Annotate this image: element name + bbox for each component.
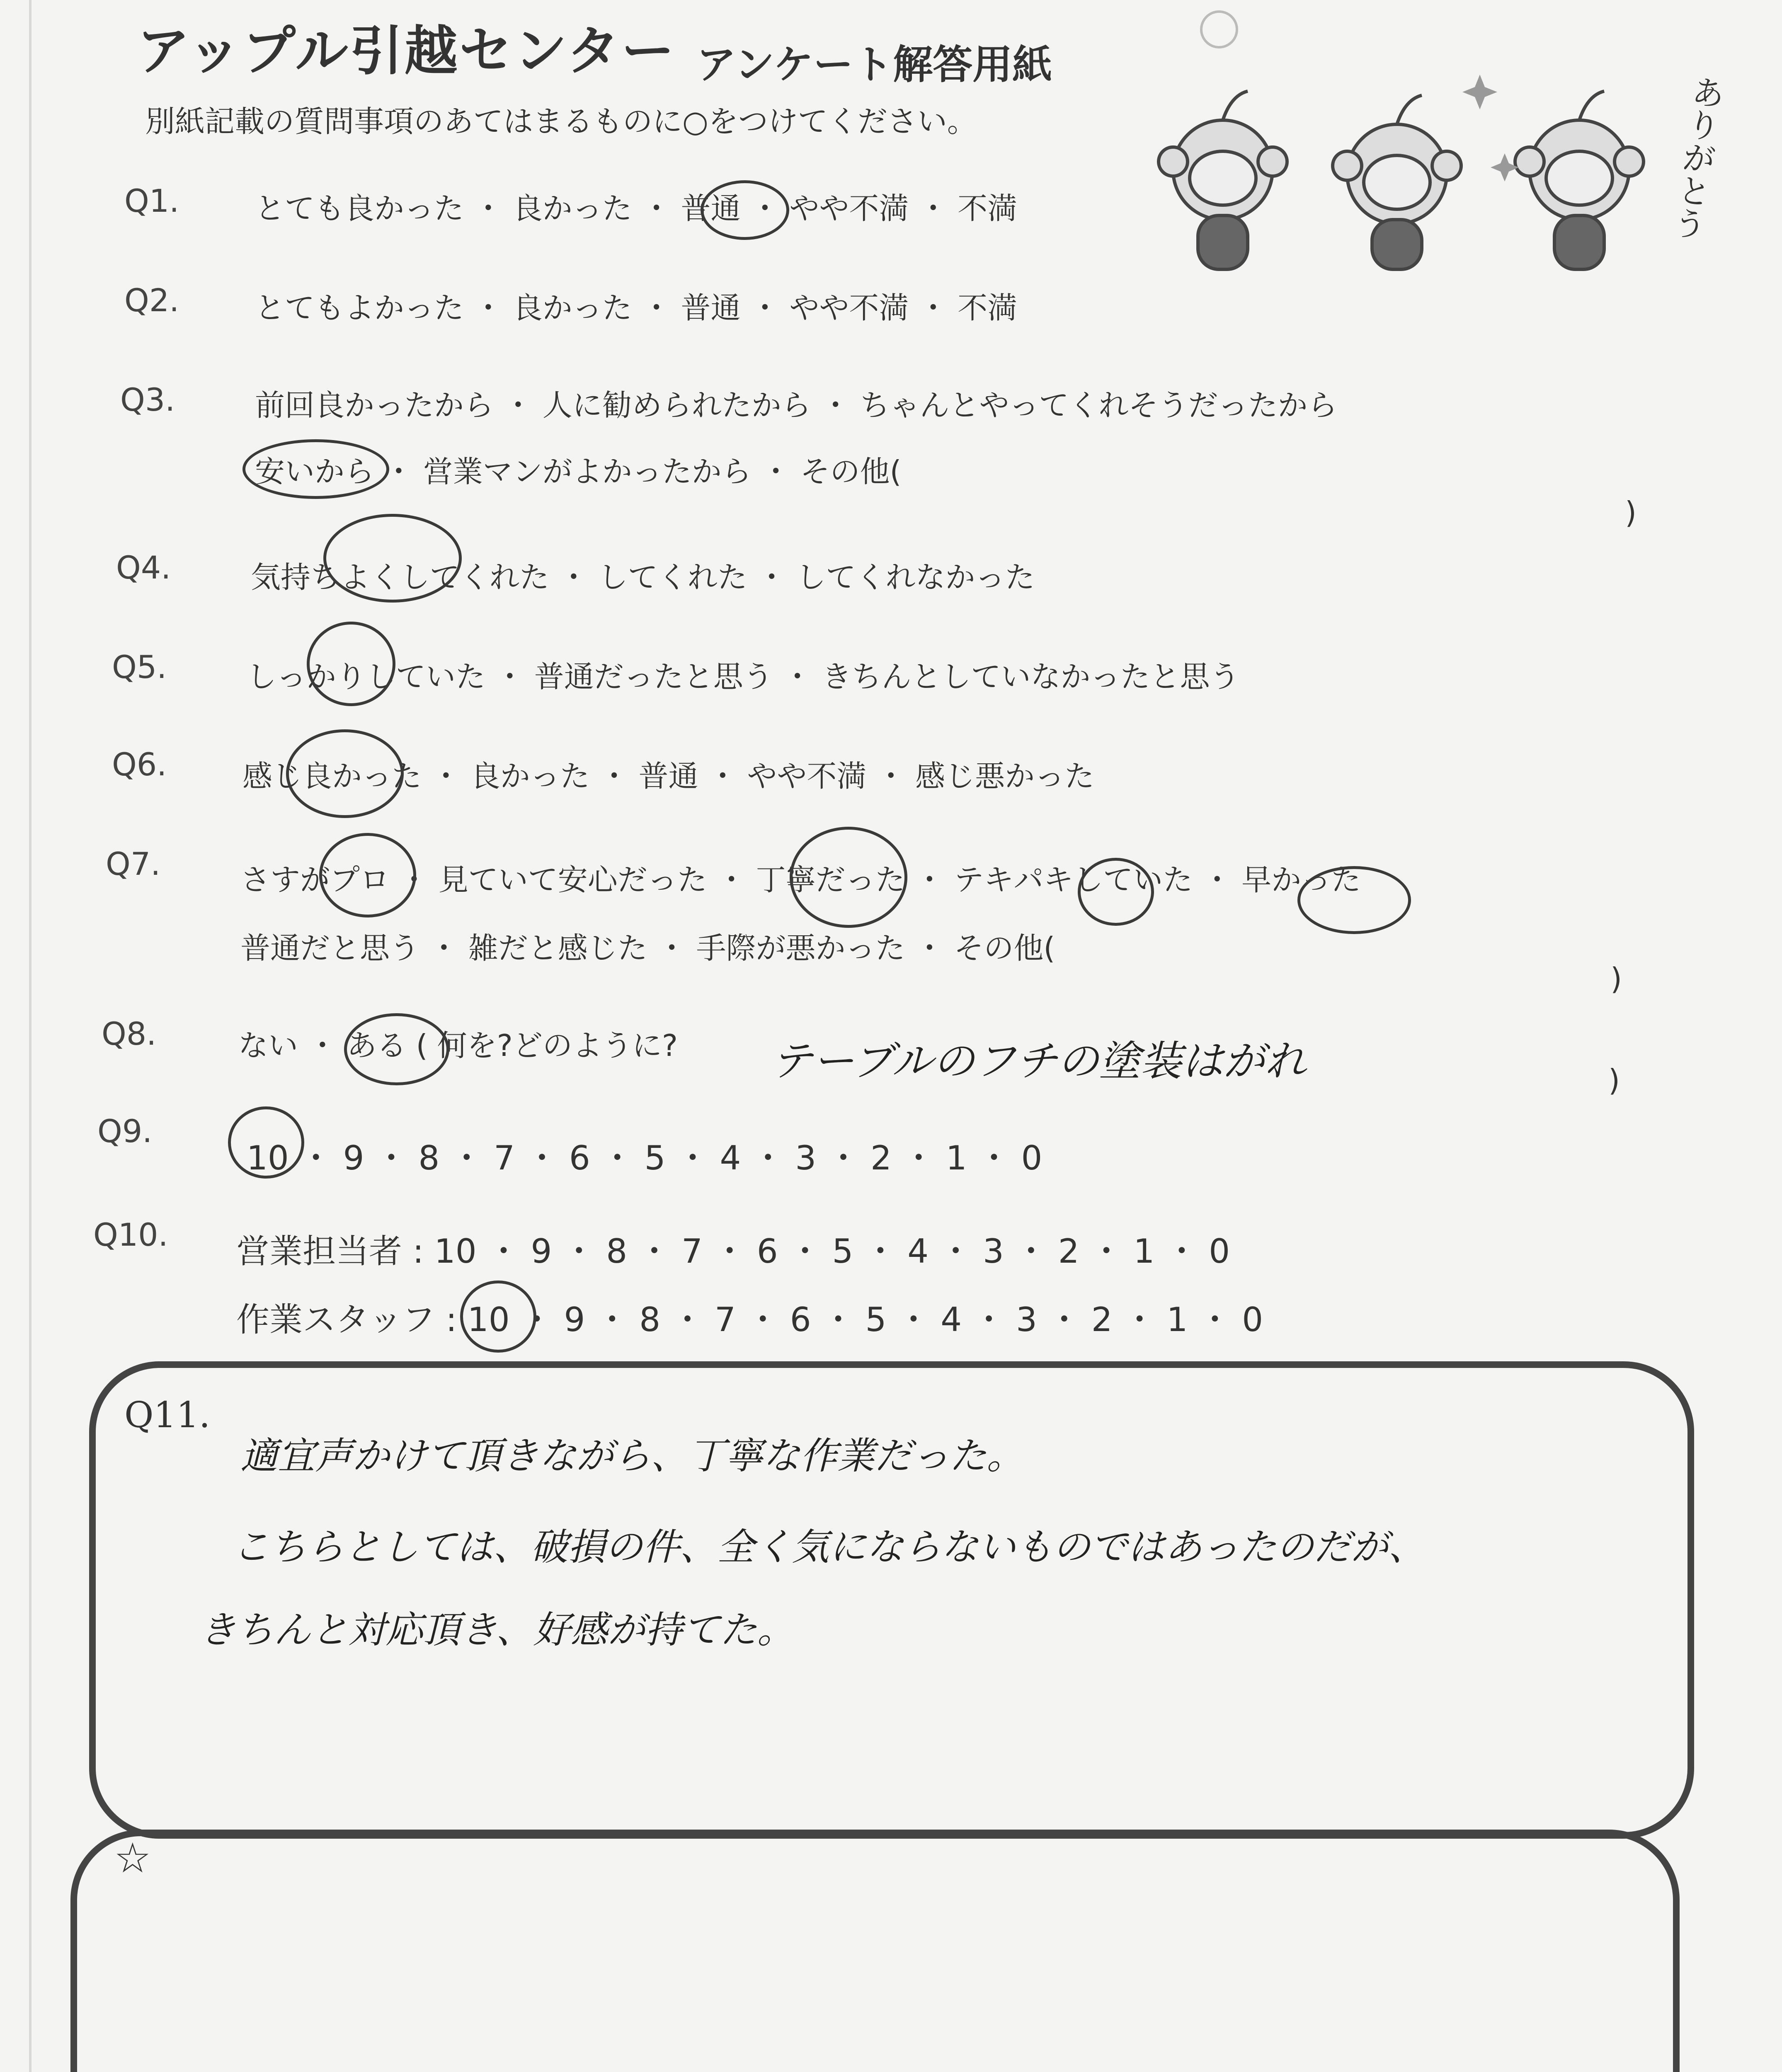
answer-circle-mark: [228, 1106, 304, 1179]
q8-label: Q8.: [102, 1015, 157, 1052]
instruction-text: 別紙記載の質問事項のあてはまるものに○をつけてください。: [145, 104, 977, 139]
answer-circle-mark: [307, 622, 395, 706]
q9-score-options: 10 ・ 9 ・ 8 ・ 7 ・ 6 ・ 5 ・ 4 ・ 3 ・ 2 ・ 1 ・ 0: [247, 1139, 1043, 1177]
q2-options: とてもよかった ・ 良かった ・ 普通 ・ やや不満 ・ 不満: [255, 290, 1018, 325]
punch-hole: [1200, 10, 1238, 48]
answer-circle-mark: [790, 827, 907, 928]
q10-sales-scores: 営業担当者 : 10 ・ 9 ・ 8 ・ 7 ・ 6 ・ 5 ・ 4 ・ 3 ・ 2 ・ 1 ・ 0: [236, 1232, 1230, 1271]
q4-label: Q4.: [116, 549, 171, 586]
q11-label: Q11.: [124, 1394, 211, 1436]
q11-answer-line-3: きちんと対応頂き、好感が持てた。: [199, 1608, 795, 1652]
star-icon: ☆: [114, 1834, 151, 1882]
q4-options: 気持ちよくしてくれた ・ してくれた ・ してくれなかった: [251, 560, 1035, 595]
q9-label: Q9.: [97, 1113, 153, 1150]
star-comment-box: [70, 1830, 1680, 2072]
answer-circle-mark: [460, 1280, 536, 1353]
q3-options-line1: 前回良かったから ・ 人に勧められたから ・ ちゃんとやってくれそうだったから: [255, 388, 1338, 423]
page-edge: [29, 0, 32, 2072]
q11-answer-line-2: こちらとしては、破損の件、全く気にならないものではあったのだが、: [232, 1525, 1426, 1569]
q3-options-line2: 安いから ・ 営業マンがよかったから ・ その他(: [255, 454, 902, 489]
q3-label: Q3.: [120, 381, 175, 418]
q7-options-line1: さすがプロ ・ 見ていて安心だった ・ 丁寧だった ・ テキパキしていた ・ 早かった: [240, 862, 1361, 897]
q11-answer-line-1: 適宜声かけて頂きながら、丁寧な作業だった。: [240, 1434, 1024, 1478]
answer-circle-mark: [344, 1013, 449, 1085]
q5-options: しっかりしていた ・ 普通だったと思う ・ きちんとしていなかったと思う: [247, 659, 1240, 694]
q6-label: Q6.: [112, 746, 167, 783]
q7-close-paren: ): [1610, 961, 1622, 996]
q10-label: Q10.: [93, 1216, 168, 1253]
company-title: アップル引越センター: [137, 20, 676, 82]
q5-label: Q5.: [112, 649, 167, 685]
thank-you-caption: ありがとう: [1666, 73, 1727, 242]
q1-label: Q1.: [124, 182, 179, 219]
answer-circle-mark: [701, 180, 789, 240]
answer-circle-mark: [1297, 866, 1411, 934]
monkey-mascots-illustration: [1148, 50, 1716, 282]
q7-label: Q7.: [106, 845, 161, 882]
answer-circle-mark: [242, 439, 389, 499]
q3-close-paren: ): [1625, 495, 1637, 530]
q6-options: 感じ良かった ・ 良かった ・ 普通 ・ やや不満 ・ 感じ悪かった: [242, 759, 1095, 794]
q1-options: とても良かった ・ 良かった ・ 普通 ・ やや不満 ・ 不満: [255, 191, 1018, 226]
answer-circle-mark: [319, 833, 416, 917]
q2-label: Q2.: [124, 282, 179, 319]
q8-options: ない ・ ある ( 何を?どのように?: [238, 1028, 678, 1063]
answer-circle-mark: [323, 514, 462, 603]
answer-circle-mark: [286, 729, 404, 818]
answer-circle-mark: [1078, 858, 1154, 926]
q7-options-line2: 普通だと思う ・ 雑だと感じた ・ 手際が悪かった ・ その他(: [240, 931, 1055, 966]
form-subtitle: アンケート解答用紙: [696, 41, 1052, 88]
q8-handwritten-answer: テーブルのフチの塗装はがれ: [771, 1037, 1306, 1085]
q10-staff-scores: 作業スタッフ : 10 ・ 9 ・ 8 ・ 7 ・ 6 ・ 5 ・ 4 ・ 3 ・ 2 ・ 1 ・ 0: [236, 1300, 1263, 1339]
q8-close-paren: ): [1608, 1063, 1620, 1098]
